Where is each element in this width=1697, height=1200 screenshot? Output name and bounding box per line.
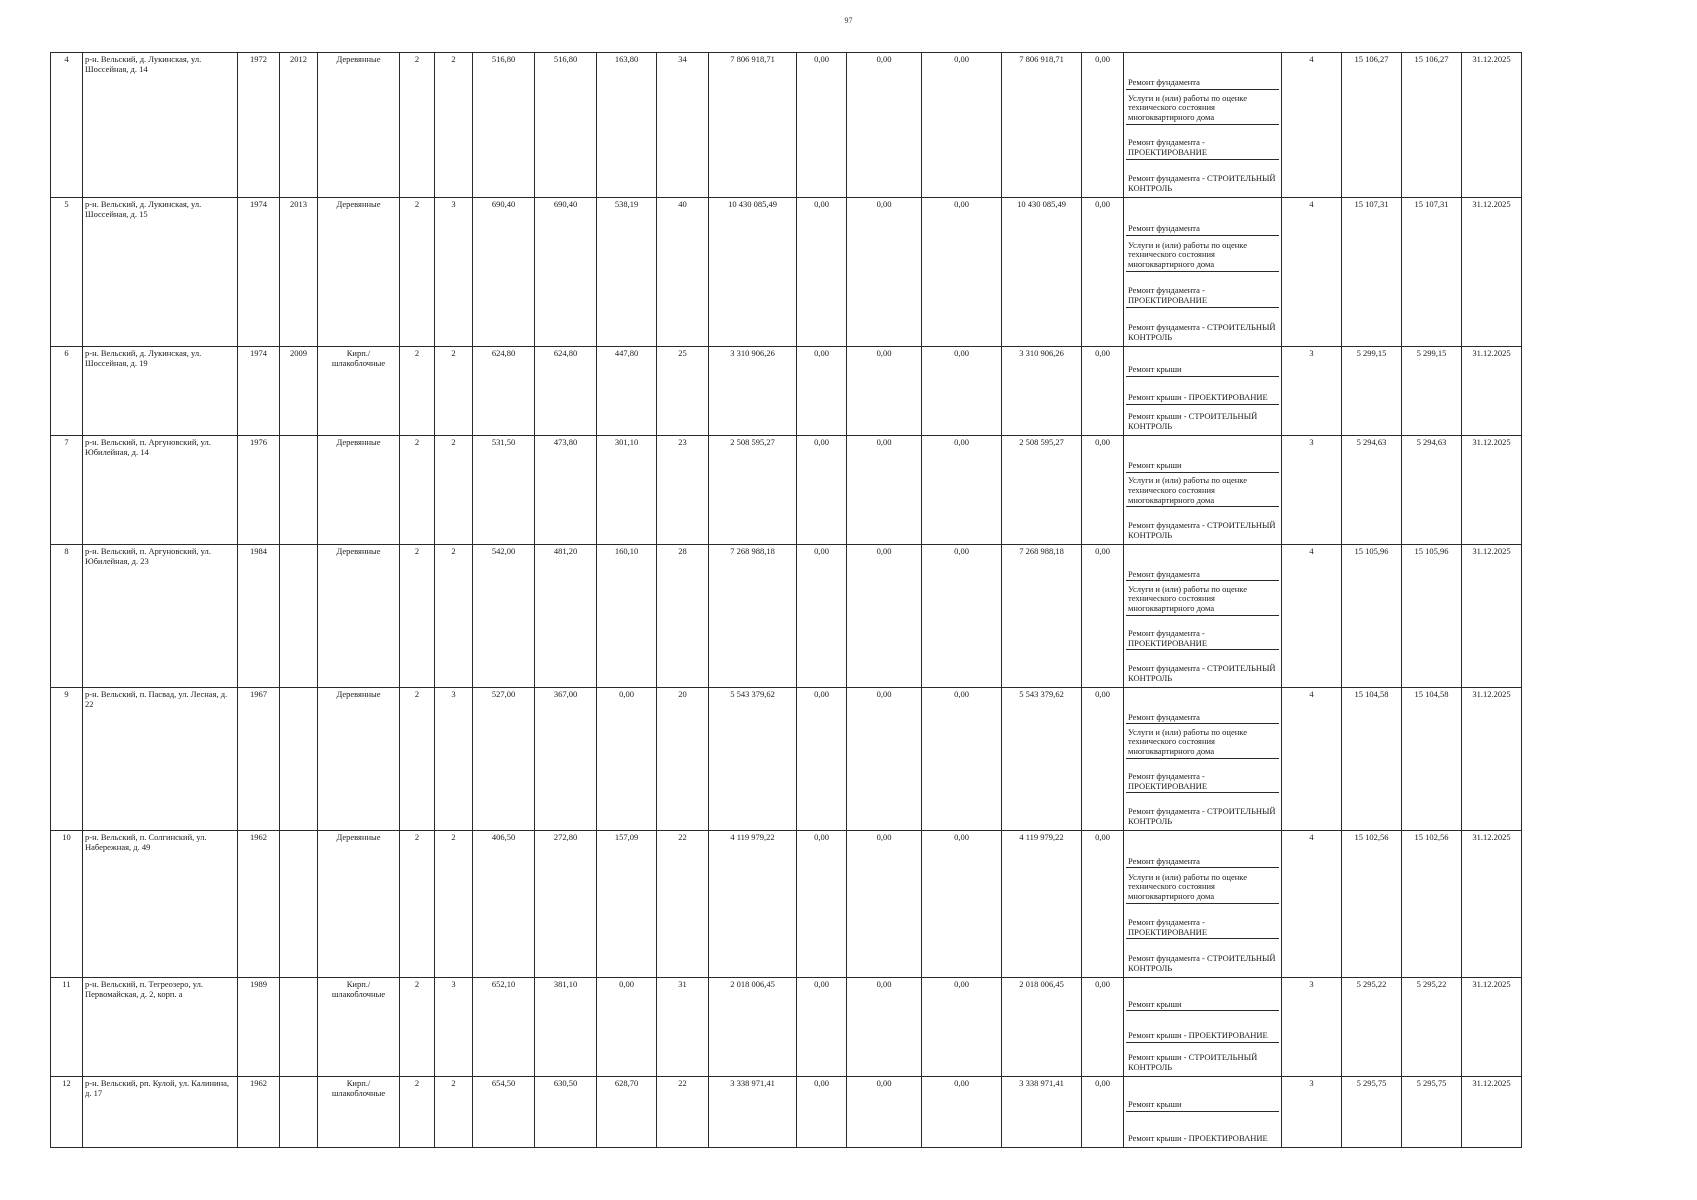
residents-count: 25 bbox=[657, 347, 709, 436]
living-area: 272,80 bbox=[535, 830, 597, 977]
completion-date: 31.12.2025 bbox=[1462, 436, 1522, 545]
fund-source-5: 0,00 bbox=[1082, 53, 1124, 198]
page-number: 97 bbox=[844, 16, 853, 25]
work-count: 3 bbox=[1282, 1076, 1342, 1147]
year-built: 1962 bbox=[238, 830, 280, 977]
owned-area: 0,00 bbox=[597, 687, 657, 830]
residents-count: 40 bbox=[657, 198, 709, 347]
work-item: Ремонт фундамента - СТРОИТЕЛЬНЫЙ КОНТРОЛЬ bbox=[1128, 173, 1276, 194]
residents-count: 22 bbox=[657, 1076, 709, 1147]
fund-source-2: 0,00 bbox=[847, 347, 922, 436]
entrances: 2 bbox=[435, 544, 473, 687]
work-types bbox=[1124, 687, 1282, 830]
table-row bbox=[51, 436, 1522, 545]
work-count: 3 bbox=[1282, 436, 1342, 545]
address: р-н. Вельский, д. Лукинская, ул. Шоссейная, д. 15 bbox=[83, 198, 238, 347]
work-item: Ремонт фундамента - ПРОЕКТИРОВАНИЕ bbox=[1126, 759, 1279, 794]
unit-cost: 5 295,22 bbox=[1342, 977, 1402, 1076]
fund-source-2: 0,00 bbox=[847, 830, 922, 977]
max-unit-cost: 5 295,75 bbox=[1402, 1076, 1462, 1147]
work-item: Услуги и (или) работы по оценке технического состояния многоквартирного дома bbox=[1126, 581, 1279, 616]
year-last-repair: 2012 bbox=[280, 53, 318, 198]
fund-source-5: 0,00 bbox=[1082, 977, 1124, 1076]
owned-area: 160,10 bbox=[597, 544, 657, 687]
wall-material: Деревянные bbox=[318, 53, 400, 198]
fund-source-3: 0,00 bbox=[922, 687, 1002, 830]
living-area: 481,20 bbox=[535, 544, 597, 687]
unit-cost: 15 104,58 bbox=[1342, 687, 1402, 830]
fund-source-1: 0,00 bbox=[797, 347, 847, 436]
living-area: 690,40 bbox=[535, 198, 597, 347]
residents-count: 31 bbox=[657, 977, 709, 1076]
unit-cost: 15 105,96 bbox=[1342, 544, 1402, 687]
year-last-repair bbox=[280, 436, 318, 545]
owned-area: 447,80 bbox=[597, 347, 657, 436]
wall-material: Кирп./ шлакоблочные bbox=[318, 347, 400, 436]
total-cost: 4 119 979,22 bbox=[709, 830, 797, 977]
row-number: 10 bbox=[51, 830, 83, 977]
wall-material: Деревянные bbox=[318, 198, 400, 347]
work-item: Ремонт фундамента bbox=[1126, 690, 1279, 725]
floors: 2 bbox=[400, 830, 435, 977]
completion-date: 31.12.2025 bbox=[1462, 687, 1522, 830]
fund-source-2: 0,00 bbox=[847, 687, 922, 830]
row-number: 6 bbox=[51, 347, 83, 436]
fund-source-2: 0,00 bbox=[847, 977, 922, 1076]
work-item: Ремонт крыши bbox=[1126, 980, 1279, 1011]
residents-count: 20 bbox=[657, 687, 709, 830]
entrances: 3 bbox=[435, 198, 473, 347]
work-count: 4 bbox=[1282, 544, 1342, 687]
fund-source-3: 0,00 bbox=[922, 436, 1002, 545]
row-number: 9 bbox=[51, 687, 83, 830]
fund-source-4: 5 543 379,62 bbox=[1002, 687, 1082, 830]
entrances: 3 bbox=[435, 977, 473, 1076]
max-unit-cost: 5 294,63 bbox=[1402, 436, 1462, 545]
work-item: Услуги и (или) работы по оценке технического состояния многоквартирного дома bbox=[1126, 90, 1279, 125]
fund-source-3: 0,00 bbox=[922, 977, 1002, 1076]
fund-source-5: 0,00 bbox=[1082, 1076, 1124, 1147]
row-number: 11 bbox=[51, 977, 83, 1076]
entrances: 2 bbox=[435, 347, 473, 436]
work-item: Ремонт фундамента - ПРОЕКТИРОВАНИЕ bbox=[1126, 125, 1279, 160]
work-item: Ремонт крыши bbox=[1126, 349, 1279, 377]
fund-source-3: 0,00 bbox=[922, 198, 1002, 347]
owned-area: 628,70 bbox=[597, 1076, 657, 1147]
owned-area: 301,10 bbox=[597, 436, 657, 545]
work-types bbox=[1124, 198, 1282, 347]
work-item: Услуги и (или) работы по оценке технического состояния многоквартирного дома bbox=[1126, 724, 1279, 759]
work-item: Ремонт фундамента bbox=[1126, 547, 1279, 582]
fund-source-2: 0,00 bbox=[847, 436, 922, 545]
work-count: 4 bbox=[1282, 198, 1342, 347]
work-item: Ремонт крыши - СТРОИТЕЛЬНЫЙ КОНТРОЛЬ bbox=[1128, 411, 1258, 432]
fund-source-1: 0,00 bbox=[797, 830, 847, 977]
year-last-repair bbox=[280, 687, 318, 830]
total-area: 652,10 bbox=[473, 977, 535, 1076]
floors: 2 bbox=[400, 544, 435, 687]
max-unit-cost: 15 106,27 bbox=[1402, 53, 1462, 198]
fund-source-5: 0,00 bbox=[1082, 198, 1124, 347]
fund-source-5: 0,00 bbox=[1082, 436, 1124, 545]
work-item: Ремонт фундамента - СТРОИТЕЛЬНЫЙ КОНТРОЛЬ bbox=[1128, 520, 1276, 541]
fund-source-4: 2 508 595,27 bbox=[1002, 436, 1082, 545]
table-row bbox=[51, 198, 1522, 347]
work-item: Ремонт фундамента - СТРОИТЕЛЬНЫЙ КОНТРОЛЬ bbox=[1128, 806, 1276, 827]
floors: 2 bbox=[400, 436, 435, 545]
total-area: 654,50 bbox=[473, 1076, 535, 1147]
work-count: 3 bbox=[1282, 977, 1342, 1076]
row-number: 7 bbox=[51, 436, 83, 545]
completion-date: 31.12.2025 bbox=[1462, 544, 1522, 687]
year-last-repair bbox=[280, 1076, 318, 1147]
work-item: Ремонт фундамента bbox=[1126, 55, 1279, 90]
unit-cost: 15 107,31 bbox=[1342, 198, 1402, 347]
address: р-н. Вельский, п. Тегреозеро, ул. Первомайская, д. 2, корп. а bbox=[83, 977, 238, 1076]
living-area: 630,50 bbox=[535, 1076, 597, 1147]
year-built: 1989 bbox=[238, 977, 280, 1076]
fund-source-1: 0,00 bbox=[797, 53, 847, 198]
fund-source-2: 0,00 bbox=[847, 544, 922, 687]
work-types bbox=[1124, 53, 1282, 198]
address: р-н. Вельский, п. Солгинский, ул. Набережная, д. 49 bbox=[83, 830, 238, 977]
work-item: Ремонт фундамента - ПРОЕКТИРОВАНИЕ bbox=[1126, 904, 1279, 940]
entrances: 2 bbox=[435, 1076, 473, 1147]
fund-source-1: 0,00 bbox=[797, 436, 847, 545]
total-area: 406,50 bbox=[473, 830, 535, 977]
work-item: Услуги и (или) работы по оценке технического состояния многоквартирного дома bbox=[1126, 236, 1279, 272]
fund-source-4: 4 119 979,22 bbox=[1002, 830, 1082, 977]
completion-date: 31.12.2025 bbox=[1462, 53, 1522, 198]
max-unit-cost: 5 299,15 bbox=[1402, 347, 1462, 436]
fund-source-5: 0,00 bbox=[1082, 687, 1124, 830]
owned-area: 538,19 bbox=[597, 198, 657, 347]
unit-cost: 15 106,27 bbox=[1342, 53, 1402, 198]
work-item: Ремонт крыши bbox=[1126, 1079, 1279, 1112]
completion-date: 31.12.2025 bbox=[1462, 347, 1522, 436]
work-item: Ремонт фундамента - СТРОИТЕЛЬНЫЙ КОНТРОЛЬ bbox=[1128, 953, 1276, 974]
max-unit-cost: 15 102,56 bbox=[1402, 830, 1462, 977]
year-built: 1974 bbox=[238, 347, 280, 436]
fund-source-1: 0,00 bbox=[797, 544, 847, 687]
address: р-н. Вельский, рп. Кулой, ул. Калинина, д. 17 bbox=[83, 1076, 238, 1147]
fund-source-5: 0,00 bbox=[1082, 544, 1124, 687]
work-item: Ремонт крыши bbox=[1126, 438, 1279, 473]
living-area: 624,80 bbox=[535, 347, 597, 436]
wall-material: Деревянные bbox=[318, 436, 400, 545]
address: р-н. Вельский, д. Лукинская, ул. Шоссейная, д. 19 bbox=[83, 347, 238, 436]
work-item: Ремонт крыши - СТРОИТЕЛЬНЫЙ КОНТРОЛЬ bbox=[1128, 1052, 1258, 1073]
fund-source-3: 0,00 bbox=[922, 53, 1002, 198]
total-area: 542,00 bbox=[473, 544, 535, 687]
unit-cost: 15 102,56 bbox=[1342, 830, 1402, 977]
floors: 2 bbox=[400, 687, 435, 830]
entrances: 2 bbox=[435, 53, 473, 198]
entrances: 2 bbox=[435, 436, 473, 545]
fund-source-5: 0,00 bbox=[1082, 830, 1124, 977]
year-last-repair: 2009 bbox=[280, 347, 318, 436]
wall-material: Деревянные bbox=[318, 544, 400, 687]
address: р-н. Вельский, п. Аргуновский, ул. Юбилейная, д. 14 bbox=[83, 436, 238, 545]
work-item: Услуги и (или) работы по оценке технического состояния многоквартирного дома bbox=[1126, 473, 1279, 508]
work-count: 4 bbox=[1282, 687, 1342, 830]
fund-source-1: 0,00 bbox=[797, 687, 847, 830]
fund-source-1: 0,00 bbox=[797, 1076, 847, 1147]
floors: 2 bbox=[400, 198, 435, 347]
table-row bbox=[51, 544, 1522, 687]
year-last-repair bbox=[280, 830, 318, 977]
table-row bbox=[51, 53, 1522, 198]
fund-source-3: 0,00 bbox=[922, 830, 1002, 977]
total-cost: 3 338 971,41 bbox=[709, 1076, 797, 1147]
table-row bbox=[51, 977, 1522, 1076]
wall-material: Кирп./ шлакоблочные bbox=[318, 977, 400, 1076]
work-item: Ремонт крыши - ПРОЕКТИРОВАНИЕ bbox=[1126, 1011, 1279, 1042]
total-cost: 7 268 988,18 bbox=[709, 544, 797, 687]
fund-source-4: 10 430 085,49 bbox=[1002, 198, 1082, 347]
work-item: Ремонт фундамента - СТРОИТЕЛЬНЫЙ КОНТРОЛЬ bbox=[1128, 322, 1276, 343]
max-unit-cost: 5 295,22 bbox=[1402, 977, 1462, 1076]
total-area: 527,00 bbox=[473, 687, 535, 830]
address: р-н. Вельский, п. Аргуновский, ул. Юбилейная, д. 23 bbox=[83, 544, 238, 687]
entrances: 2 bbox=[435, 830, 473, 977]
floors: 2 bbox=[400, 347, 435, 436]
year-last-repair: 2013 bbox=[280, 198, 318, 347]
total-cost: 2 018 006,45 bbox=[709, 977, 797, 1076]
completion-date: 31.12.2025 bbox=[1462, 977, 1522, 1076]
work-item: Ремонт фундамента bbox=[1126, 200, 1279, 236]
total-cost: 3 310 906,26 bbox=[709, 347, 797, 436]
residents-count: 34 bbox=[657, 53, 709, 198]
total-cost: 2 508 595,27 bbox=[709, 436, 797, 545]
year-built: 1962 bbox=[238, 1076, 280, 1147]
residents-count: 23 bbox=[657, 436, 709, 545]
total-area: 690,40 bbox=[473, 198, 535, 347]
table-row bbox=[51, 687, 1522, 830]
work-item: Ремонт фундамента - ПРОЕКТИРОВАНИЕ bbox=[1126, 616, 1279, 651]
year-last-repair bbox=[280, 977, 318, 1076]
work-item: Ремонт крыши - ПРОЕКТИРОВАНИЕ bbox=[1126, 377, 1279, 405]
floors: 2 bbox=[400, 977, 435, 1076]
total-area: 516,80 bbox=[473, 53, 535, 198]
total-area: 624,80 bbox=[473, 347, 535, 436]
work-types bbox=[1124, 830, 1282, 977]
owned-area: 163,80 bbox=[597, 53, 657, 198]
row-number: 4 bbox=[51, 53, 83, 198]
work-count: 4 bbox=[1282, 830, 1342, 977]
fund-source-4: 3 338 971,41 bbox=[1002, 1076, 1082, 1147]
living-area: 381,10 bbox=[535, 977, 597, 1076]
work-item: Ремонт фундамента - СТРОИТЕЛЬНЫЙ КОНТРОЛЬ bbox=[1128, 663, 1276, 684]
year-built: 1974 bbox=[238, 198, 280, 347]
fund-source-3: 0,00 bbox=[922, 544, 1002, 687]
fund-source-4: 2 018 006,45 bbox=[1002, 977, 1082, 1076]
unit-cost: 5 294,63 bbox=[1342, 436, 1402, 545]
work-item: Ремонт фундамента - ПРОЕКТИРОВАНИЕ bbox=[1126, 272, 1279, 308]
completion-date: 31.12.2025 bbox=[1462, 1076, 1522, 1147]
register-table bbox=[50, 52, 1522, 1148]
work-types bbox=[1124, 347, 1282, 436]
completion-date: 31.12.2025 bbox=[1462, 830, 1522, 977]
work-types bbox=[1124, 436, 1282, 545]
fund-source-4: 3 310 906,26 bbox=[1002, 347, 1082, 436]
fund-source-2: 0,00 bbox=[847, 198, 922, 347]
address: р-н. Вельский, д. Лукинская, ул. Шоссейная, д. 14 bbox=[83, 53, 238, 198]
year-built: 1967 bbox=[238, 687, 280, 830]
total-cost: 10 430 085,49 bbox=[709, 198, 797, 347]
max-unit-cost: 15 104,58 bbox=[1402, 687, 1462, 830]
max-unit-cost: 15 107,31 bbox=[1402, 198, 1462, 347]
floors: 2 bbox=[400, 53, 435, 198]
fund-source-4: 7 268 988,18 bbox=[1002, 544, 1082, 687]
fund-source-1: 0,00 bbox=[797, 198, 847, 347]
wall-material: Деревянные bbox=[318, 830, 400, 977]
residents-count: 22 bbox=[657, 830, 709, 977]
total-cost: 7 806 918,71 bbox=[709, 53, 797, 198]
year-built: 1976 bbox=[238, 436, 280, 545]
floors: 2 bbox=[400, 1076, 435, 1147]
work-item: Услуги и (или) работы по оценке технического состояния многоквартирного дома bbox=[1126, 868, 1279, 904]
owned-area: 0,00 bbox=[597, 977, 657, 1076]
total-cost: 5 543 379,62 bbox=[709, 687, 797, 830]
wall-material: Кирп./ шлакоблочные bbox=[318, 1076, 400, 1147]
fund-source-2: 0,00 bbox=[847, 53, 922, 198]
work-types bbox=[1124, 977, 1282, 1076]
total-area: 531,50 bbox=[473, 436, 535, 545]
living-area: 516,80 bbox=[535, 53, 597, 198]
fund-source-1: 0,00 bbox=[797, 977, 847, 1076]
work-count: 3 bbox=[1282, 347, 1342, 436]
work-item: Ремонт крыши - ПРОЕКТИРОВАНИЕ bbox=[1128, 1133, 1268, 1144]
year-built: 1972 bbox=[238, 53, 280, 198]
work-item: Ремонт фундамента bbox=[1126, 833, 1279, 869]
unit-cost: 5 295,75 bbox=[1342, 1076, 1402, 1147]
table-row bbox=[51, 1076, 1522, 1147]
residents-count: 28 bbox=[657, 544, 709, 687]
living-area: 473,80 bbox=[535, 436, 597, 545]
fund-source-5: 0,00 bbox=[1082, 347, 1124, 436]
work-count: 4 bbox=[1282, 53, 1342, 198]
fund-source-2: 0,00 bbox=[847, 1076, 922, 1147]
fund-source-3: 0,00 bbox=[922, 347, 1002, 436]
completion-date: 31.12.2025 bbox=[1462, 198, 1522, 347]
fund-source-4: 7 806 918,71 bbox=[1002, 53, 1082, 198]
unit-cost: 5 299,15 bbox=[1342, 347, 1402, 436]
work-types bbox=[1124, 544, 1282, 687]
table-row bbox=[51, 347, 1522, 436]
address: р-н. Вельский, п. Пасвад, ул. Лесная, д. 22 bbox=[83, 687, 238, 830]
wall-material: Деревянные bbox=[318, 687, 400, 830]
work-types bbox=[1124, 1076, 1282, 1147]
row-number: 5 bbox=[51, 198, 83, 347]
row-number: 12 bbox=[51, 1076, 83, 1147]
table-row bbox=[51, 830, 1522, 977]
max-unit-cost: 15 105,96 bbox=[1402, 544, 1462, 687]
entrances: 3 bbox=[435, 687, 473, 830]
year-built: 1984 bbox=[238, 544, 280, 687]
fund-source-3: 0,00 bbox=[922, 1076, 1002, 1147]
row-number: 8 bbox=[51, 544, 83, 687]
living-area: 367,00 bbox=[535, 687, 597, 830]
year-last-repair bbox=[280, 544, 318, 687]
owned-area: 157,09 bbox=[597, 830, 657, 977]
